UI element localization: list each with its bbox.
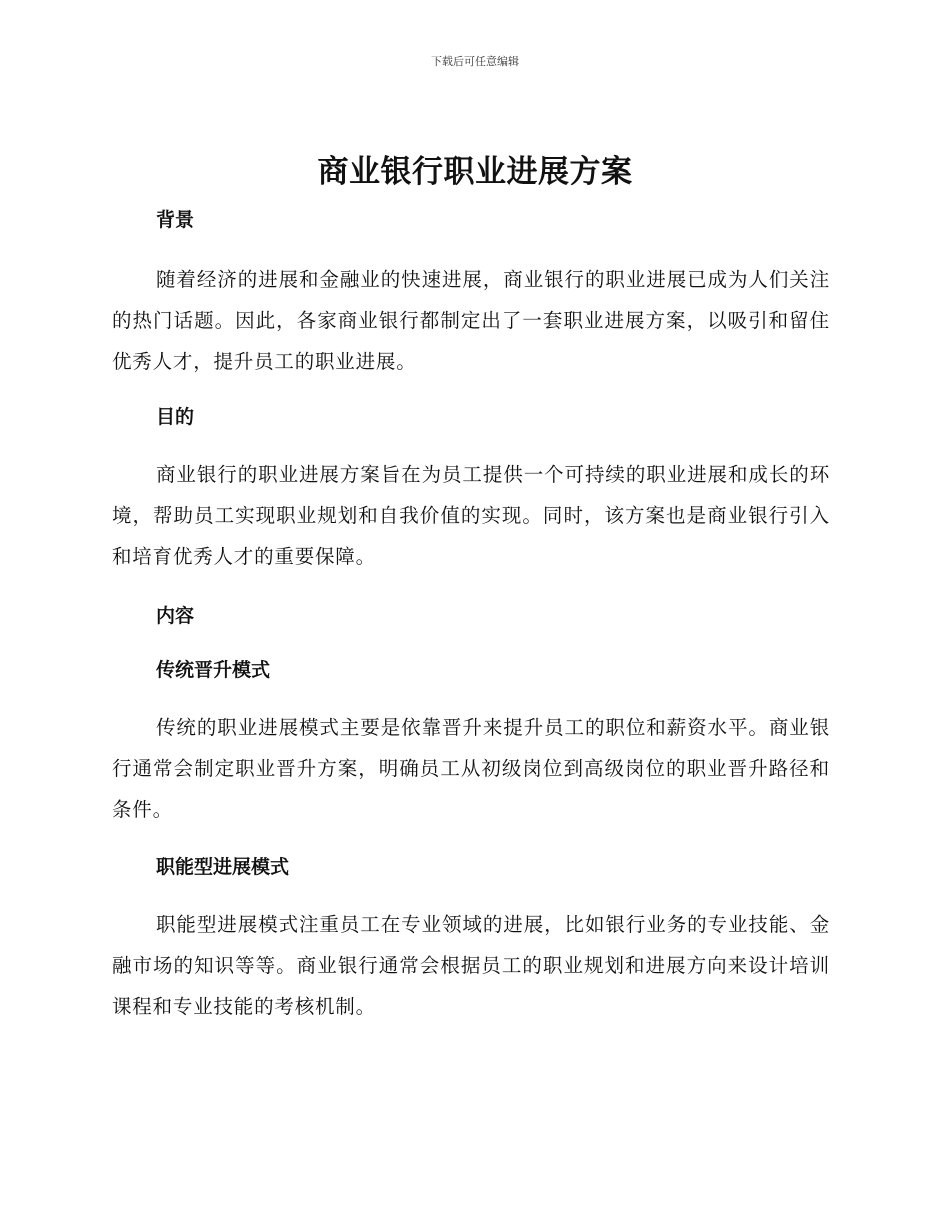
section-heading-purpose: 目的 <box>156 406 195 428</box>
paragraph-background: 随着经济的进展和金融业的快速进展，商业银行的职业进展已成为人们关注的热门话题。因此，各家商业银行都制定出了一套职业进展方案，以吸引和留住优秀人才，提升员工的职业进展。 <box>112 268 830 373</box>
paragraph-traditional: 传统的职业进展模式主要是依靠晋升来提升员工的职位和薪资水平。商业银行通常会制定职业晋升方案，明确员工从初级岗位到高级岗位的职业晋升路径和条件。 <box>112 716 830 821</box>
page-header: 下载后可任意编辑 <box>431 55 519 68</box>
subsection-heading-traditional: 传统晋升模式 <box>156 659 271 681</box>
document-body <box>112 200 830 1027</box>
document-title: 商业银行职业进展方案 <box>317 154 633 190</box>
section-heading-content: 内容 <box>156 605 195 627</box>
paragraph-purpose: 商业银行的职业进展方案旨在为员工提供一个可持续的职业进展和成长的环境，帮助员工实现职业规划和自我价值的实现。同时，该方案也是商业银行引入和培育优秀人才的重要保障。 <box>112 463 830 568</box>
subsection-heading-functional: 职能型进展模式 <box>156 856 290 878</box>
section-heading-background: 背景 <box>156 209 195 231</box>
paragraph-functional: 职能型进展模式注重员工在专业领域的进展，比如银行业务的专业技能、金融市场的知识等等。商业银行通常会根据员工的职业规划和进展方向来设计培训课程和专业技能的考核机制。 <box>112 913 830 1018</box>
